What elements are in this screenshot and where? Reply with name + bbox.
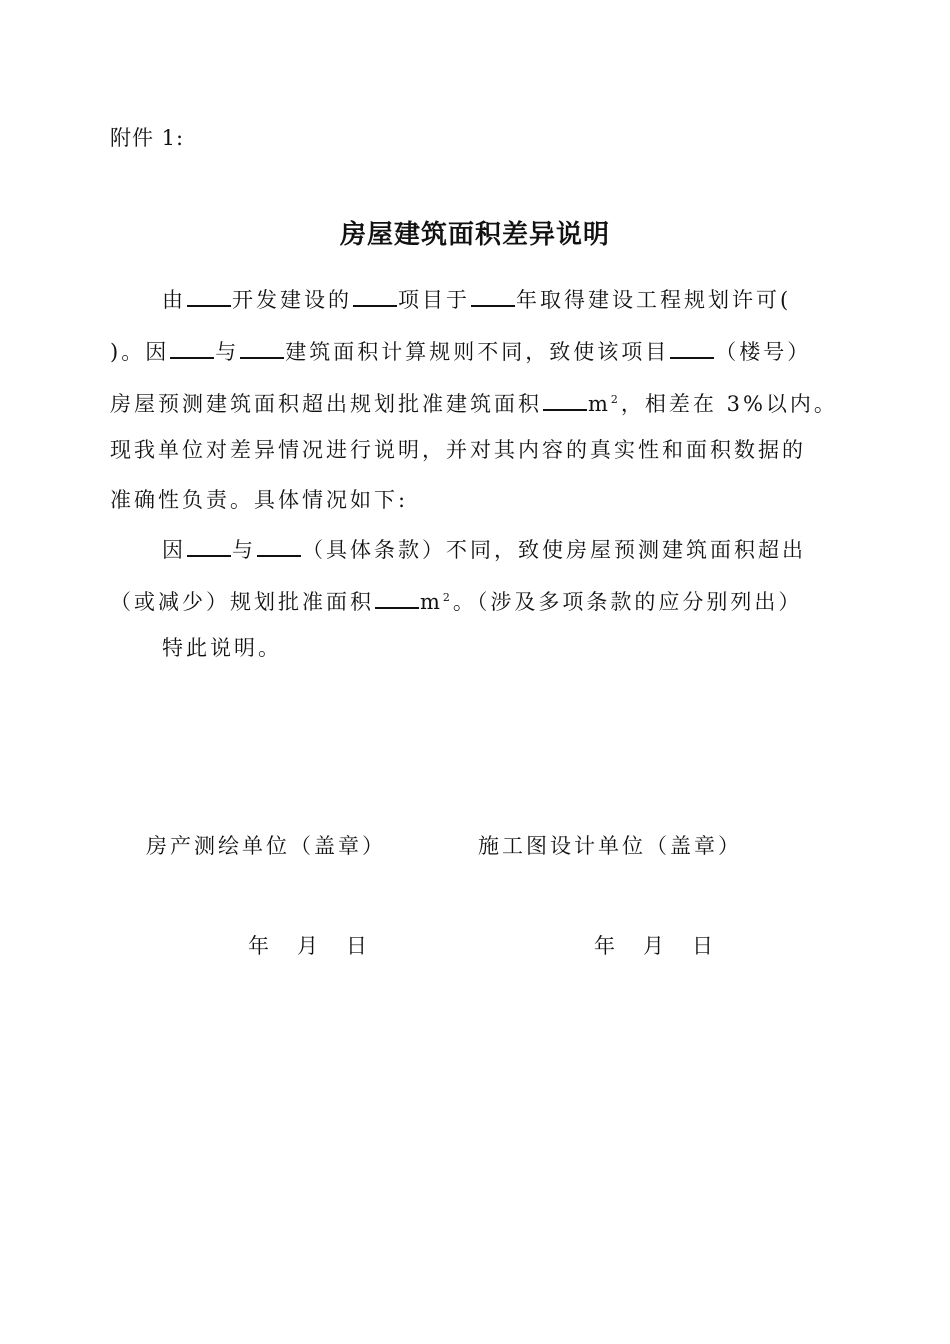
- para1-line2: [110, 335, 840, 367]
- blank-developer: [187, 283, 231, 307]
- text-segment: 年取得建设工程规划许可(: [516, 288, 792, 312]
- unit-text: m: [420, 590, 443, 614]
- blank-rule-a: [170, 335, 214, 359]
- date-left: [248, 930, 395, 960]
- closing-line: 特此说明。: [162, 636, 282, 660]
- unit-text: m: [588, 392, 611, 416]
- text-segment: 由: [162, 288, 186, 312]
- text-segment: 与: [232, 538, 256, 562]
- blank-rule-b: [240, 335, 284, 359]
- unit-superscript: 2: [610, 393, 621, 406]
- para1-line5: 准确性负责。具体情况如下:: [110, 488, 409, 512]
- date-year: 年: [594, 934, 615, 958]
- date-year: 年: [248, 934, 269, 958]
- text-segment: 因: [162, 538, 186, 562]
- text-segment: )。因: [110, 340, 170, 364]
- para1-line4: 现我单位对差异情况进行说明，并对其内容的真实性和面积数据的: [110, 438, 806, 462]
- date-day: 日: [346, 934, 367, 958]
- design-unit-seal: 施工图设计单位（盖章）: [478, 834, 742, 858]
- blank-year: [471, 283, 515, 307]
- text-segment: ，相差在 3%以内。: [620, 392, 838, 416]
- text-segment: 项目于: [398, 288, 470, 312]
- text-segment: 与: [215, 340, 240, 364]
- text-segment: 。（涉及多项条款的应分别列出）: [452, 590, 803, 614]
- blank-area-diff: [375, 585, 419, 609]
- text-segment: （或减少）规划批准面积: [110, 590, 374, 614]
- text-segment: （楼号）: [715, 340, 812, 364]
- para2-line2: [110, 582, 840, 614]
- blank-clause-b: [257, 533, 301, 557]
- para1-line3: [110, 384, 840, 416]
- blank-clause-a: [187, 533, 231, 557]
- para2-line1: [110, 533, 840, 565]
- date-right: [594, 930, 741, 960]
- blank-project: [353, 283, 397, 307]
- para1-line1: [110, 283, 840, 315]
- blank-area-exceed: [543, 387, 587, 411]
- document-title: 房屋建筑面积差异说明: [339, 220, 610, 250]
- date-day: 日: [692, 934, 713, 958]
- attachment-label: 附件 1:: [110, 126, 185, 150]
- text-segment: 房屋预测建筑面积超出规划批准建筑面积: [110, 392, 542, 416]
- text-segment: 建筑面积计算规则不同，致使该项目: [285, 340, 670, 364]
- text-segment: （具体条款）不同，致使房屋预测建筑面积超出: [302, 538, 806, 562]
- date-month: 月: [643, 934, 664, 958]
- unit-superscript: 2: [442, 591, 453, 604]
- text-segment: 开发建设的: [232, 288, 352, 312]
- blank-building-no: [670, 335, 714, 359]
- surveying-unit-seal: 房产测绘单位（盖章）: [146, 834, 386, 858]
- date-month: 月: [297, 934, 318, 958]
